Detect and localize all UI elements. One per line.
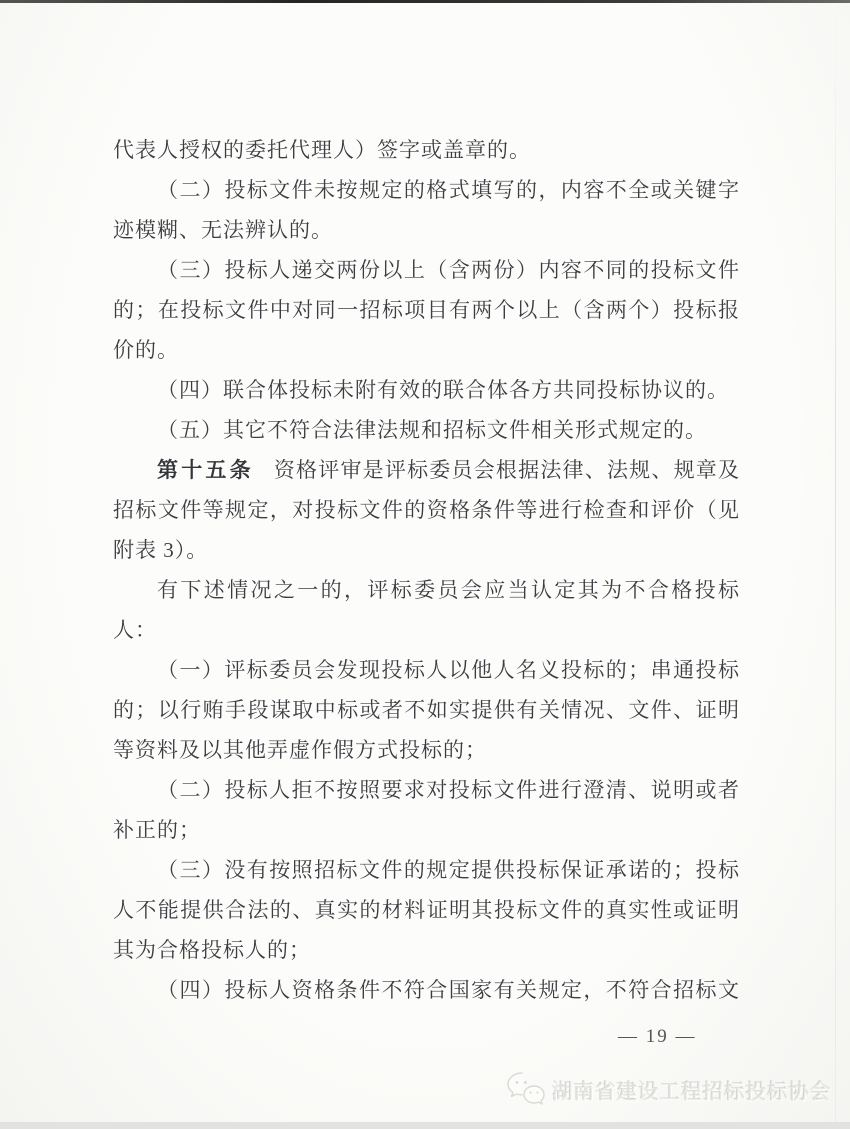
- document-line: 的；以行贿手段谋取中标或者不如实提供有关情况、文件、证明: [113, 698, 740, 722]
- document-line: 人：: [113, 618, 157, 642]
- wechat-icon: [505, 1070, 547, 1111]
- document-line: 迹模糊、无法辨认的。: [113, 218, 333, 242]
- document-line: （五）其它不符合法律法规和招标文件相关形式规定的。: [157, 418, 707, 442]
- association-watermark: [505, 1070, 832, 1111]
- document-line: （三）没有按照招标文件的规定提供投标保证承诺的；投标: [157, 858, 740, 882]
- document-line: 招标文件等规定，对投标文件的资格条件等进行检查和评价（见: [113, 498, 740, 522]
- document-line: 有下述情况之一的，评标委员会应当认定其为不合格投标: [157, 578, 740, 602]
- document-line: （四）联合体投标未附有效的联合体各方共同投标协议的。: [157, 378, 729, 402]
- scan-right-edge-line: [835, 0, 836, 1129]
- page-number: — 19 —: [618, 1026, 697, 1047]
- document-line: 代表人授权的委托代理人）签字或盖章的。: [113, 138, 531, 162]
- document-line: 价的。: [113, 338, 179, 362]
- document-line: （一）评标委员会发现投标人以他人名义投标的；串通投标: [157, 658, 740, 682]
- watermark-text: 湖南省建设工程招标投标协会: [552, 1079, 832, 1104]
- scan-top-edge-line: [0, 0, 850, 3]
- document-body: [113, 130, 740, 1010]
- document-line: （二）投标人拒不按照要求对投标文件进行澄清、说明或者: [157, 778, 740, 802]
- scan-bottom-edge: [0, 1122, 850, 1129]
- article-number: 第十五条: [157, 458, 254, 482]
- document-line: 的；在投标文件中对同一招标项目有两个以上（含两个）投标报: [113, 298, 740, 322]
- document-line: 其为合格投标人的；: [113, 938, 311, 962]
- document-line: 第十五条 资格评审是评标委员会根据法律、法规、规章及: [157, 458, 740, 482]
- document-line: 附表 3）。: [113, 538, 209, 562]
- document-line: 等资料及以其他弄虚作假方式投标的；: [113, 738, 487, 762]
- document-line: 人不能提供合法的、真实的材料证明其投标文件的真实性或证明: [113, 898, 740, 922]
- document-line: （二）投标文件未按规定的格式填写的，内容不全或关键字: [157, 178, 740, 202]
- document-line: 补正的；: [113, 818, 201, 842]
- document-line: （四）投标人资格条件不符合国家有关规定，不符合招标文: [157, 978, 740, 1002]
- document-line: （三）投标人递交两份以上（含两份）内容不同的投标文件: [157, 258, 740, 282]
